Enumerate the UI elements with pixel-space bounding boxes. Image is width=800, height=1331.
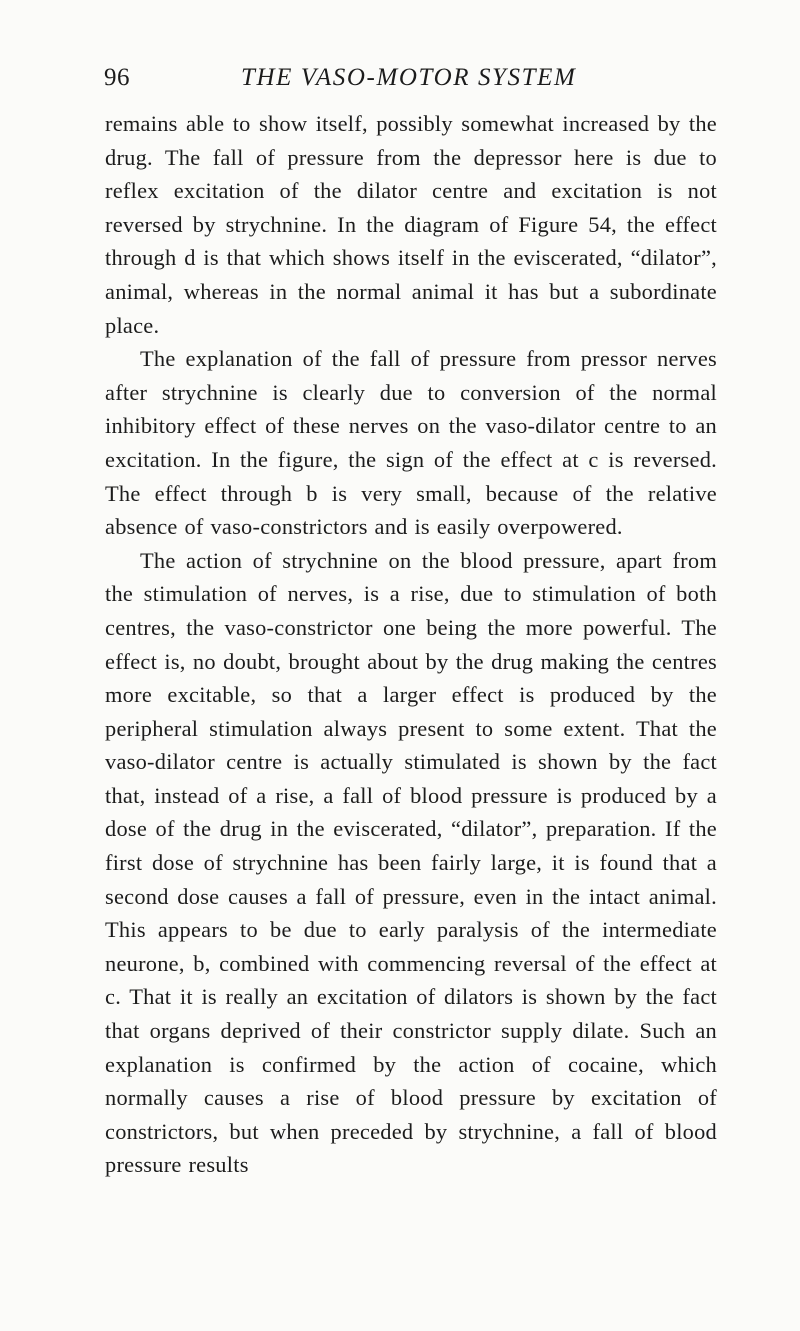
paragraph-1: remains able to show itself, possibly somewhat increased by the drug. The fall of pressure from the depressor here is due to reflex excitation of the dilator centre and excitation is not reversed by strychnine. In the diagram of Figure 54, the effect through d is that which shows itself in the eviscerated, “dilator”, animal, whereas in the normal animal it has but a subordinate place.: [105, 111, 717, 338]
page-number: 96: [104, 64, 130, 91]
paragraph-3: The action of strychnine on the blood pressure, apart from the stimulation of nerves, is a rise, due to stimulation of both centres, the vaso-constrictor one being the more powerful. The effect is, no doubt, brought about by the drug making the centres more excitable, so that a larger effect is produced by the peripheral stimulation always present to some extent. That the vaso-dilator centre is actually stimulated is shown by the fact that, instead of a rise, a fall of blood pressure is produced by a dose of the drug in the eviscerated, “dilator”, preparation. If the first dose of strychnine has been fairly large, it is found that a second dose causes a fall of pressure, even in the intact animal. This appears to be due to early paralysis of the intermediate neurone, b, combined with commencing reversal of the effect at c. That it is really an excitation of dilators is shown by the fact that organs deprived of their constrictor supply dilate. Such an explanation is confirmed by the action of cocaine, which normally causes a rise of blood pressure by excitation of constrictors, but when preceded by strychnine, a fall of blood pressure results: [105, 547, 717, 1178]
paragraph-2: The explanation of the fall of pressure from pressor nerves after strychnine is clearly due to conversion of the normal inhibitory effect of these nerves on the vaso-dilator centre to an excitation. In the figure, the sign of the effect at c is reversed. The effect through b is very small, because of the relative absence of vaso-constrictors and is easily overpowered.: [105, 346, 717, 540]
running-head: THE VASO-MOTOR SYSTEM: [241, 64, 577, 91]
page-header: [104, 64, 714, 100]
body-text: [105, 107, 717, 1182]
